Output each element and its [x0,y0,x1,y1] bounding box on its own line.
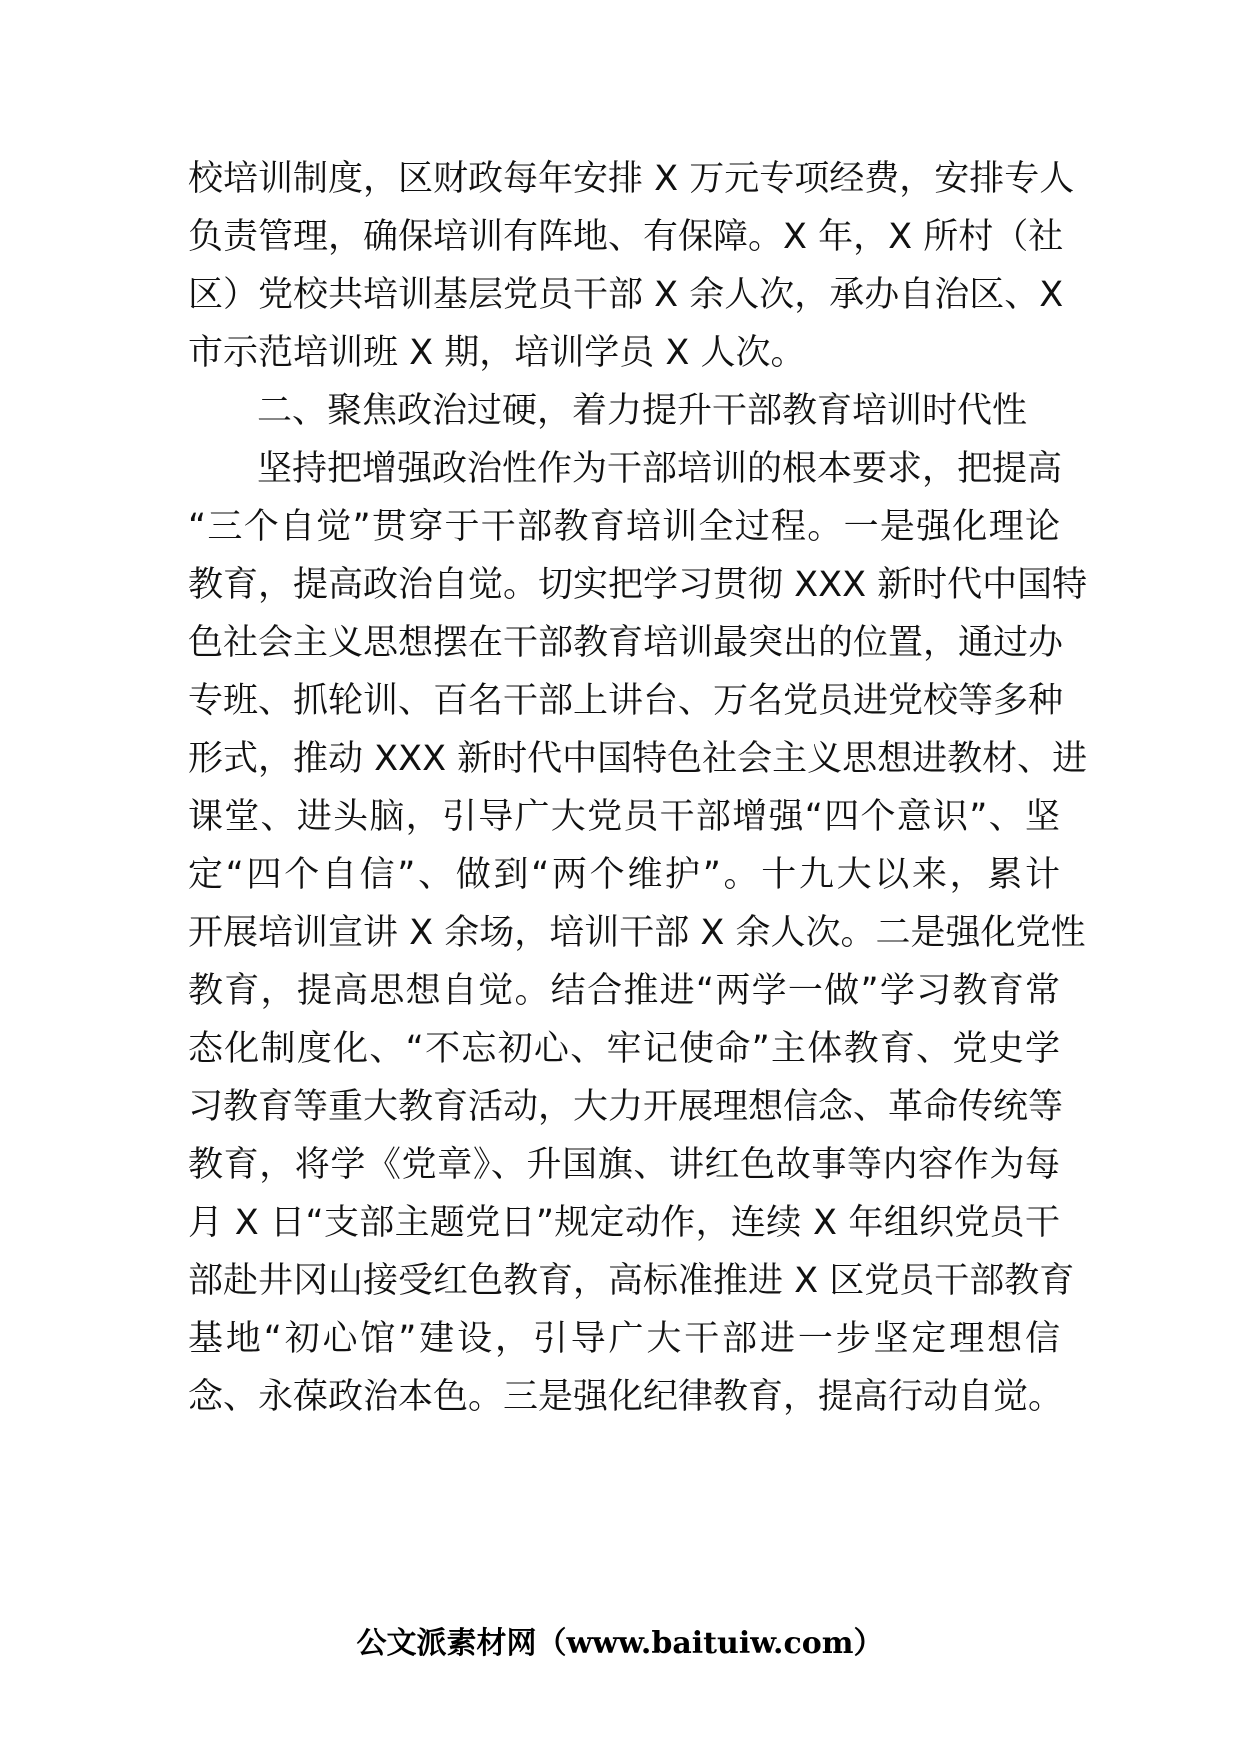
paragraph-line: 态化制度化、“不忘初心、牢记使命”主体教育、党史学 [188,1029,1060,1069]
paragraph-line: “三个自觉”贯穿于干部教育培训全过程。一是强化理论 [188,507,1060,547]
paragraph-line: 专班、抓轮训、百名干部上讲台、万名党员进党校等多种 [188,681,1064,721]
paragraph-line: 教育，将学《党章》、升国旗、讲红色故事等内容作为每 [188,1145,1060,1185]
paragraph-line: 课堂、进头脑，引导广大党员干部增强“四个意识”、坚 [188,797,1060,837]
section-heading: 二、聚焦政治过硬，着力提升干部教育培训时代性 [257,391,1028,431]
paragraph-line: 部赴井冈山接受红色教育，高标准推进 X 区党员干部教育 [188,1261,1075,1301]
paragraph-line: 形式，推动 XXX 新时代中国特色社会主义思想进教材、进 [188,739,1088,779]
paragraph-line: 区）党校共培训基层党员干部 X 余人次，承办自治区、X [188,275,1064,315]
footer-watermark: 公文派素材网（www.baituiw.com） [356,1626,884,1661]
paragraph-line: 开展培训宣讲 X 余场，培训干部 X 余人次。二是强化党性 [188,913,1086,953]
paragraph-line: 月 X 日“支部主题党日”规定动作，连续 X 年组织党员干 [188,1203,1060,1243]
paragraph-line: 教育，提高政治自觉。切实把学习贯彻 XXX 新时代中国特 [188,565,1088,605]
paragraph-line: 定“四个自信”、做到“两个维护”。十九大以来，累计 [188,855,1060,895]
paragraph-line: 市示范培训班 X 期，培训学员 X 人次。 [188,333,806,373]
paragraph-line: 教育，提高思想自觉。结合推进“两学一做”学习教育常 [188,971,1060,1011]
paragraph-line: 坚持把增强政治性作为干部培训的根本要求，把提高 [257,449,1063,489]
paragraph-line: 习教育等重大教育活动，大力开展理想信念、革命传统等 [188,1087,1064,1127]
paragraph-line: 基地“初心馆”建设，引导广大干部进一步坚定理想信 [188,1319,1060,1359]
paragraph-line: 色社会主义思想摆在干部教育培训最突出的位置，通过办 [188,623,1064,663]
paragraph-line: 校培训制度，区财政每年安排 X 万元专项经费，安排专人 [188,159,1075,199]
paragraph-line: 负责管理，确保培训有阵地、有保障。X 年，X 所村（社 [188,217,1064,257]
paragraph-line: 念、永葆政治本色。三是强化纪律教育，提高行动自觉。 [188,1377,1064,1417]
